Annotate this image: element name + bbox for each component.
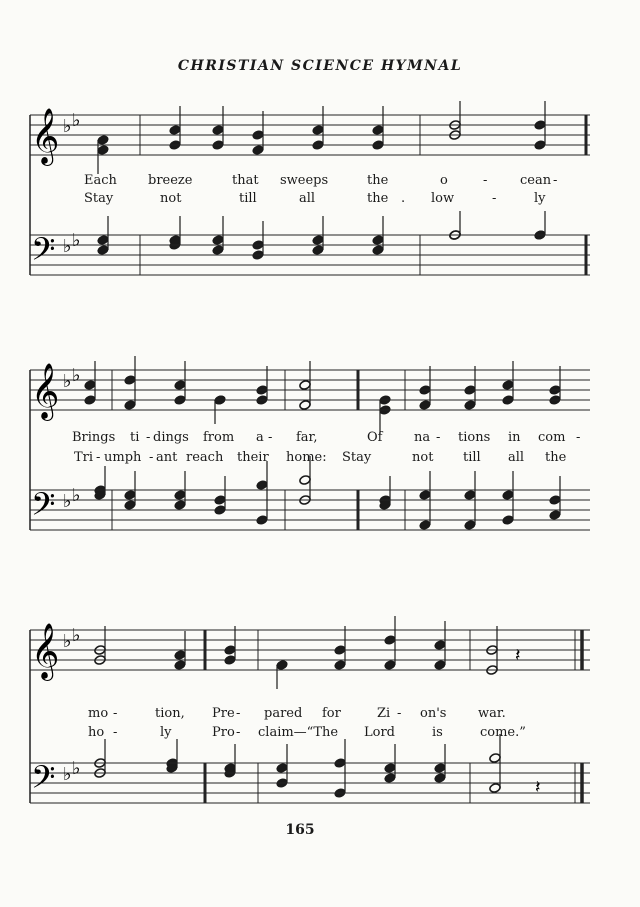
bass-staff <box>30 235 590 275</box>
lyric-syllable: Pre <box>212 706 235 721</box>
lyric-syllable: the <box>545 450 567 465</box>
lyric-syllable: home: <box>286 450 327 465</box>
lyric-syllable: ti <box>130 430 140 445</box>
lyric-syllable: from <box>203 430 235 445</box>
lyric-syllable: till <box>239 191 257 206</box>
lyric-syllable: dings <box>153 430 189 445</box>
key-signature-flats: ♭ <box>63 764 72 785</box>
quarter-note-head <box>312 125 324 136</box>
lyric-syllable: all <box>508 450 525 465</box>
lyric-syllable: far, <box>296 430 318 445</box>
quarter-note-head <box>372 245 384 256</box>
lyric-syllable: reach <box>186 450 224 465</box>
quarter-note-head <box>97 235 109 246</box>
quarter-note-head <box>384 763 396 774</box>
quarter-note-head <box>434 763 446 774</box>
quarter-note-head <box>212 245 224 256</box>
quarter-note-head <box>169 125 181 136</box>
lyric-syllable: their <box>237 450 269 465</box>
lyric-syllable: umph <box>104 450 142 465</box>
lyric-hyphen: - <box>96 450 101 465</box>
quarter-note-head <box>174 490 186 501</box>
lyric-syllable: Brings <box>72 430 116 445</box>
quarter-note-head <box>372 125 384 136</box>
lyric-syllable: breeze <box>148 173 193 188</box>
half-note-head <box>299 400 311 411</box>
quarter-note-head <box>97 145 109 156</box>
lyric-syllable: is <box>432 725 443 740</box>
quarter-note-head <box>434 660 446 671</box>
quarter-note-head <box>256 480 268 491</box>
lyric-syllable: the <box>367 191 389 206</box>
lyric-hyphen: - <box>397 706 402 721</box>
lyric-syllable: not <box>160 191 182 206</box>
quarter-note-head <box>312 245 324 256</box>
treble-clef: 𝄞 <box>31 623 60 679</box>
lyric-hyphen: - <box>483 173 488 188</box>
half-note-head <box>299 475 311 486</box>
lyric-hyphen: - <box>576 430 581 445</box>
lyric-syllable: tion, <box>155 706 185 721</box>
lyric-syllable: in <box>508 430 521 445</box>
quarter-note-head <box>252 145 264 156</box>
page-title: CHRISTIAN SCIENCE HYMNAL <box>177 58 463 74</box>
quarter-note-head <box>124 500 136 511</box>
treble-staff <box>30 630 590 670</box>
quarter-note-head <box>384 660 396 671</box>
lyric-hyphen: - <box>236 706 241 721</box>
quarter-note-head <box>334 660 346 671</box>
lyric-syllable: ly <box>160 725 172 740</box>
key-signature-flats: ♭ <box>63 116 72 137</box>
lyric-syllable: tions <box>458 430 491 445</box>
treble-clef: 𝄞 <box>31 363 60 419</box>
quarter-note-head <box>174 650 186 661</box>
lyric-syllable: come.” <box>480 725 526 740</box>
key-signature-flats: ♭ <box>63 491 72 512</box>
key-signature-flats: ♭ <box>63 236 72 257</box>
lyric-syllable: claim—“The <box>258 725 339 740</box>
lyric-syllable: sweeps <box>280 173 329 188</box>
quarter-note-head <box>124 490 136 501</box>
lyric-hyphen: - <box>553 173 558 188</box>
lyric-hyphen: - <box>268 430 273 445</box>
quarter-note-head <box>84 380 96 391</box>
bass-clef: 𝄢 <box>31 231 56 275</box>
lyric-syllable: that <box>232 173 259 188</box>
key-signature-flats: ♭ <box>72 230 81 251</box>
lyric-syllable: war. <box>478 706 506 721</box>
quarter-note-head <box>174 380 186 391</box>
lyric-syllable: Stay <box>84 191 114 206</box>
treble-staff <box>30 115 590 155</box>
quarter-note-head <box>502 490 514 501</box>
lyric-syllable: ant <box>156 450 178 465</box>
quarter-note-head <box>212 235 224 246</box>
lyric-syllable: Of <box>367 430 383 445</box>
quarter-note-head <box>419 490 431 501</box>
page-number: 165 <box>285 822 315 838</box>
lyric-hyphen: - <box>113 725 118 740</box>
lyric-syllable: a <box>256 430 264 445</box>
quarter-note-head <box>174 500 186 511</box>
key-signature-flats: ♭ <box>72 758 81 779</box>
half-note-head <box>299 380 311 391</box>
lyric-syllable: the <box>367 173 389 188</box>
lyric-hyphen: - <box>149 450 154 465</box>
lyric-syllable: pared <box>264 706 303 721</box>
key-signature-flats: ♭ <box>72 485 81 506</box>
lyric-syllable: mo <box>88 706 109 721</box>
key-signature-flats: ♭ <box>72 110 81 131</box>
quarter-note-head <box>97 135 109 146</box>
lyric-syllable: till <box>463 450 481 465</box>
quarter-note-head <box>372 235 384 246</box>
quarter-note-head <box>464 490 476 501</box>
quarter-note-head <box>276 763 288 774</box>
lyric-syllable: low <box>431 191 455 206</box>
quarter-note-head <box>464 520 476 531</box>
lyric-syllable: Tri <box>74 450 94 465</box>
quarter-note-head <box>434 640 446 651</box>
quarter-note-head <box>502 380 514 391</box>
key-signature-flats: ♭ <box>63 371 72 392</box>
quarter-note-head <box>464 400 476 411</box>
quarter-note-head <box>212 125 224 136</box>
bass-clef: 𝄢 <box>31 486 56 530</box>
lyric-syllable: Each <box>84 173 117 188</box>
quarter-note-head <box>384 773 396 784</box>
lyric-syllable: for <box>322 706 341 721</box>
lyric-syllable: Pro <box>212 725 235 740</box>
quarter-note-head <box>419 520 431 531</box>
lyric-syllable: ly <box>534 191 546 206</box>
lyric-syllable: Stay <box>342 450 372 465</box>
lyric-hyphen: - <box>436 430 441 445</box>
bass-staff <box>30 763 590 803</box>
quarter-note-head <box>276 660 288 671</box>
key-signature-flats: ♭ <box>72 625 81 646</box>
key-signature-flats: ♭ <box>72 365 81 386</box>
lyric-hyphen: - <box>113 706 118 721</box>
lyric-syllable: o <box>440 173 448 188</box>
lyric-syllable: Zi <box>377 706 391 721</box>
quarter-note-head <box>549 510 561 521</box>
half-note-head <box>489 783 501 794</box>
lyric-syllable: all <box>299 191 316 206</box>
key-signature-flats: ♭ <box>63 631 72 652</box>
lyric-hyphen: - <box>492 191 497 206</box>
lyric-syllable: com <box>538 430 566 445</box>
quarter-note-head <box>124 400 136 411</box>
quarter-rest: 𝄽 <box>515 645 521 666</box>
lyric-syllable: cean <box>520 173 552 188</box>
lyric-hyphen: - <box>146 430 151 445</box>
quarter-note-head <box>97 245 109 256</box>
lyric-syllable: Lord <box>364 725 395 740</box>
quarter-note-head <box>434 773 446 784</box>
quarter-note-head <box>312 235 324 246</box>
lyric-syllable: on's <box>420 706 447 721</box>
lyric-hyphen: - <box>236 725 241 740</box>
quarter-rest: 𝄽 <box>535 777 541 798</box>
lyric-syllable: not <box>412 450 434 465</box>
lyric-punctuation: . <box>401 191 406 206</box>
bass-clef: 𝄢 <box>31 759 56 803</box>
lyric-syllable: na <box>414 430 431 445</box>
quarter-note-head <box>174 660 186 671</box>
lyric-syllable: ho <box>88 725 105 740</box>
quarter-note-head <box>419 400 431 411</box>
treble-clef: 𝄞 <box>31 108 60 164</box>
half-note-head <box>489 753 501 764</box>
